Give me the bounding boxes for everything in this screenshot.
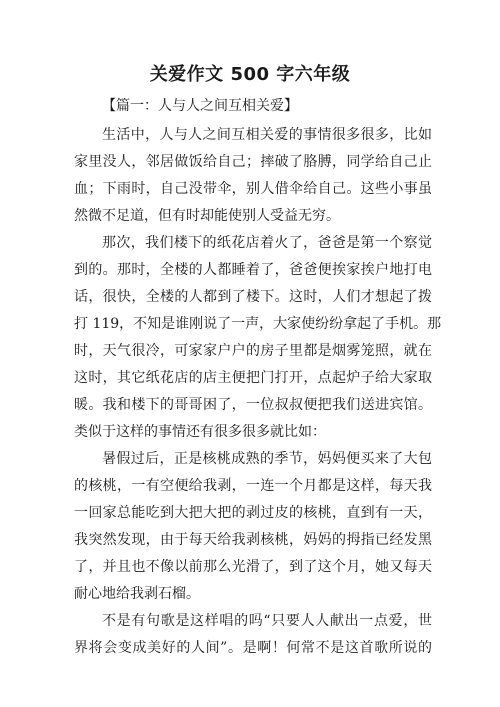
text-line: 生活中，人与人之间互相关爱的事情很多很多，比如 bbox=[102, 127, 432, 143]
text-line: 然微不足道，但有时却能使别人受益无穷。 bbox=[74, 208, 340, 224]
text-line: 了，并且也不像以前那么光滑了，到了这个月，她又每天 bbox=[74, 559, 432, 575]
text-line: 的核桃，一有空便给我剥，一连一个月都是这样，每天我 bbox=[74, 478, 432, 494]
text-line: 耐心地给我剥石榴。 bbox=[74, 586, 200, 602]
text-line: 界将会变成美好的人间”。是啊！何常不是这首歌所说的 bbox=[74, 640, 432, 656]
text-line: 暑假过后，正是核桃成熟的季节，妈妈便买来了大包 bbox=[102, 451, 432, 467]
paragraph-1 bbox=[74, 122, 432, 230]
text-line: 打 119，不知是谁刚说了一声，大家使纷纷拿起了手机。那 bbox=[74, 316, 442, 332]
text-line: 时，天气很冷，可家家户户的房子里都是烟雾笼照，就在 bbox=[74, 343, 432, 359]
text-line: 那次，我们楼下的纸花店着火了，爸爸是第一个察觉 bbox=[102, 235, 432, 251]
text-line: 这时，其它纸花店的店主便把门打开，点起炉子给大家取 bbox=[74, 370, 432, 386]
text-line: 类似于这样的事情还有很多很多就比如： bbox=[74, 424, 326, 440]
text-line: 我突然发现，由于每天给我剥核桃，妈妈的拇指已经发黑 bbox=[74, 532, 432, 548]
text-line: 话，很快，全楼的人都到了楼下。这时，人们才想起了拨 bbox=[74, 289, 432, 305]
text-line: 血；下雨时，自己没带伞，别人借伞给自己。这些小事虽 bbox=[74, 181, 432, 197]
text-line: 到的。那时，全楼的人都睡着了，爸爸便挨家挨户地打电 bbox=[74, 262, 432, 278]
text-line: 暖。我和楼下的哥哥困了，一位叔叔便把我们送进宾馆。 bbox=[74, 397, 432, 413]
document-title: 关爱作文 500 字六年级 bbox=[149, 64, 351, 85]
text-line: 不是有句歌是这样唱的吗“只要人人献出一点爱，世 bbox=[102, 613, 432, 629]
text-line: 一回家总能吃到大把大把的剥过皮的核桃，直到有一天， bbox=[74, 505, 432, 521]
paragraph-2 bbox=[74, 230, 442, 446]
paragraph-3 bbox=[74, 446, 432, 608]
section-heading: 【篇一：人与人之间互相关爱】 bbox=[102, 98, 298, 114]
text-line: 家里没人，邻居做饭给自己；摔破了胳膊，同学给自己止 bbox=[74, 154, 432, 170]
paragraph-4 bbox=[74, 608, 432, 662]
